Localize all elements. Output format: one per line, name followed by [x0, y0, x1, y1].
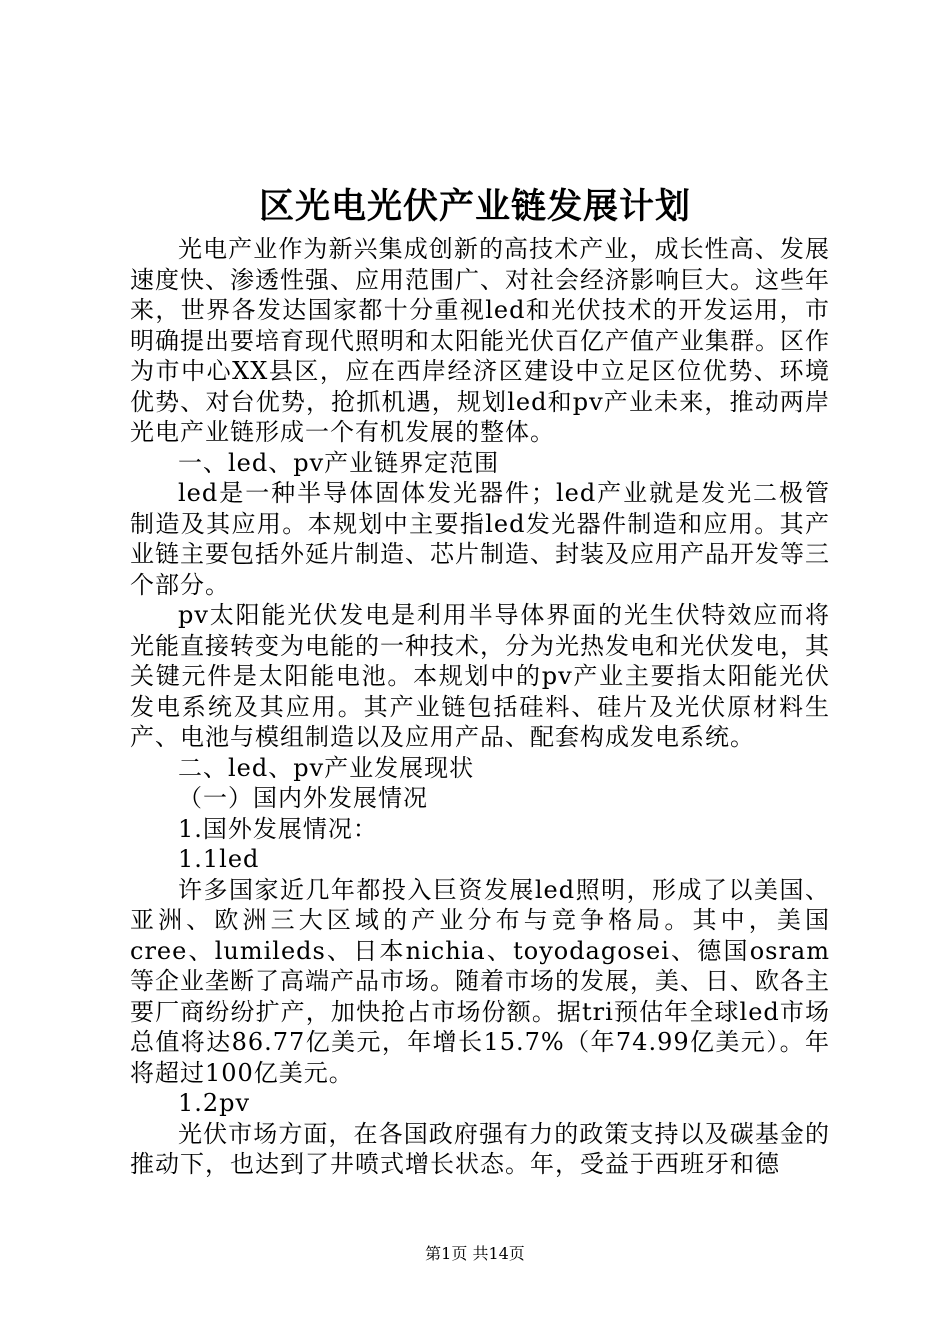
document-body [130, 234, 830, 1180]
section-heading-scope: 一、led、pv产业链界定范围 [178, 448, 500, 477]
paragraph-led-market: 许多国家近几年都投入巨资发展led照明，形成了以美国、亚洲、欧洲三大区域的产业分布与竞争格局。其中，美国cree、lumileds、日本nichia、toyodagosei、德国osram等企业垄断了高端产品市场。随着市场的发展，美、日、欧各主要厂商纷纷扩产，加快抢占市场份额。据tri预估年全球led市场总值将达86.77亿美元，年增长15.7%（年74.99亿美元）。年将超过100亿美元。 [130, 875, 830, 1087]
subsection-heading-led: 1.1led [178, 845, 260, 873]
subsection-heading-foreign: 1.国外发展情况： [178, 814, 378, 843]
subsection-heading-pv: 1.2pv [178, 1089, 251, 1117]
page-footer: 第1页 共14页 [425, 1244, 525, 1263]
paragraph-led-definition: led是一种半导体固体发光器件；led产业就是发光二极管制造及其应用。本规划中主要指led发光器件制造和应用。其产业链主要包括外延片制造、芯片制造、封装及应用产品开发等三个部分。 [130, 479, 830, 599]
paragraph-pv-market: 光伏市场方面，在各国政府强有力的政策支持以及碳基金的推动下，也达到了井喷式增长状态。年，受益于西班牙和德 [130, 1119, 830, 1178]
subsection-heading-domestic-foreign: （一）国内外发展情况 [178, 784, 428, 812]
section-heading-status: 二、led、pv产业发展现状 [178, 753, 475, 782]
paragraph-pv-definition: pv太阳能光伏发电是利用半导体界面的光生伏特效应而将光能直接转变为电能的一种技术，分为光热发电和光伏发电，其关键元件是太阳能电池。本规划中的pv产业主要指太阳能光伏发电系统及其应用。其产业链包括硅料、硅片及光伏原材料生产、电池与模组制造以及应用产品、配套构成发电系统。 [130, 601, 830, 751]
paragraph-intro: 光电产业作为新兴集成创新的高技术产业，成长性高、发展速度快、渗透性强、应用范围广、对社会经济影响巨大。这些年来，世界各发达国家都十分重视led和光伏技术的开发运用，市明确提出要培育现代照明和太阳能光伏百亿产值产业集群。区作为市中心XX县区，应在西岸经济区建设中立足区位优势、环境优势、对台优势，抢抓机遇，规划led和pv产业未来，推动两岸光电产业链形成一个有机发展的整体。 [130, 235, 830, 446]
document-title: 区光电光伏产业链发展计划 [258, 186, 691, 227]
